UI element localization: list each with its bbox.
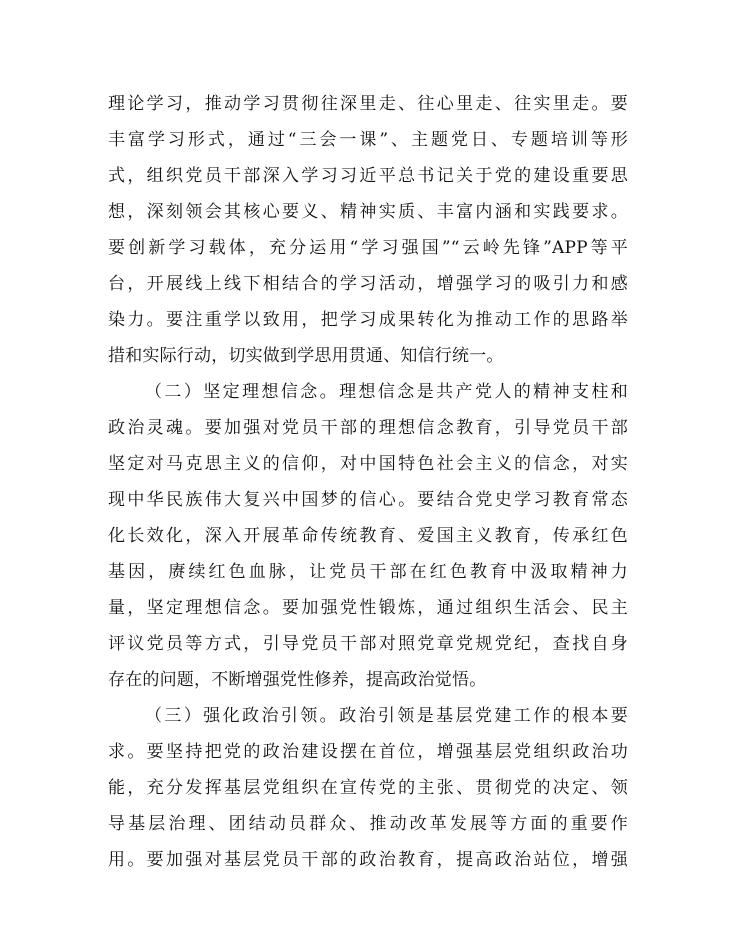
text-line: 理论学习，推动学习贯彻往深里走、往心里走、往实里走。要 bbox=[108, 94, 628, 114]
text-line: 式，组织党员干部深入学习习近平总书记关于党的建设重要思 bbox=[108, 166, 628, 186]
text-line: 要创新学习载体，充分运用“学习强国”“云岭先锋”APP等平 bbox=[108, 238, 628, 258]
text-line: 化长效化，深入开展革命传统教育、爱国主义教育，传承红色 bbox=[108, 526, 628, 546]
text-line: 量，坚定理想信念。要加强党性锻炼，通过组织生活会、民主 bbox=[108, 598, 628, 618]
text-line: 现中华民族伟大复兴中国梦的信心。要结合党史学习教育常态 bbox=[108, 490, 628, 510]
text-line: 政治灵魂。要加强对党员干部的理想信念教育，引导党员干部 bbox=[108, 418, 628, 438]
text-line: 措和实际行动，切实做到学思用贯通、知信行统一。 bbox=[108, 346, 504, 366]
section-heading-line: （二）坚定理想信念。理想信念是共产党人的精神支柱和 bbox=[145, 382, 628, 402]
text-line: 用。要加强对基层党员干部的政治教育，提高政治站位，增强 bbox=[108, 850, 628, 870]
text-line: 丰富学习形式，通过“三会一课”、主题党日、专题培训等形 bbox=[108, 130, 628, 150]
text-line: 台，开展线上线下相结合的学习活动，增强学习的吸引力和感 bbox=[108, 274, 628, 294]
text-line: 染力。要注重学以致用，把学习成果转化为推动工作的思路举 bbox=[108, 310, 628, 330]
text-line: 求。要坚持把党的政治建设摆在首位，增强基层党组织政治功 bbox=[108, 742, 628, 762]
text-line: 想，深刻领会其核心要义、精神实质、丰富内涵和实践要求。 bbox=[108, 202, 628, 222]
text-line: 存在的问题，不断增强党性修养，提高政治觉悟。 bbox=[108, 670, 487, 690]
text-line: 能，充分发挥基层党组织在宣传党的主张、贯彻党的决定、领 bbox=[108, 778, 628, 798]
text-line: 评议党员等方式，引导党员干部对照党章党规党纪，查找自身 bbox=[108, 634, 628, 654]
text-line: 基因，赓续红色血脉，让党员干部在红色教育中汲取精神力 bbox=[108, 562, 628, 582]
section-heading-line: （三）强化政治引领。政治引领是基层党建工作的根本要 bbox=[145, 706, 628, 726]
text-line: 导基层治理、团结动员群众、推动改革发展等方面的重要作 bbox=[108, 814, 628, 834]
text-line: 坚定对马克思主义的信仰，对中国特色社会主义的信念，对实 bbox=[108, 454, 628, 474]
